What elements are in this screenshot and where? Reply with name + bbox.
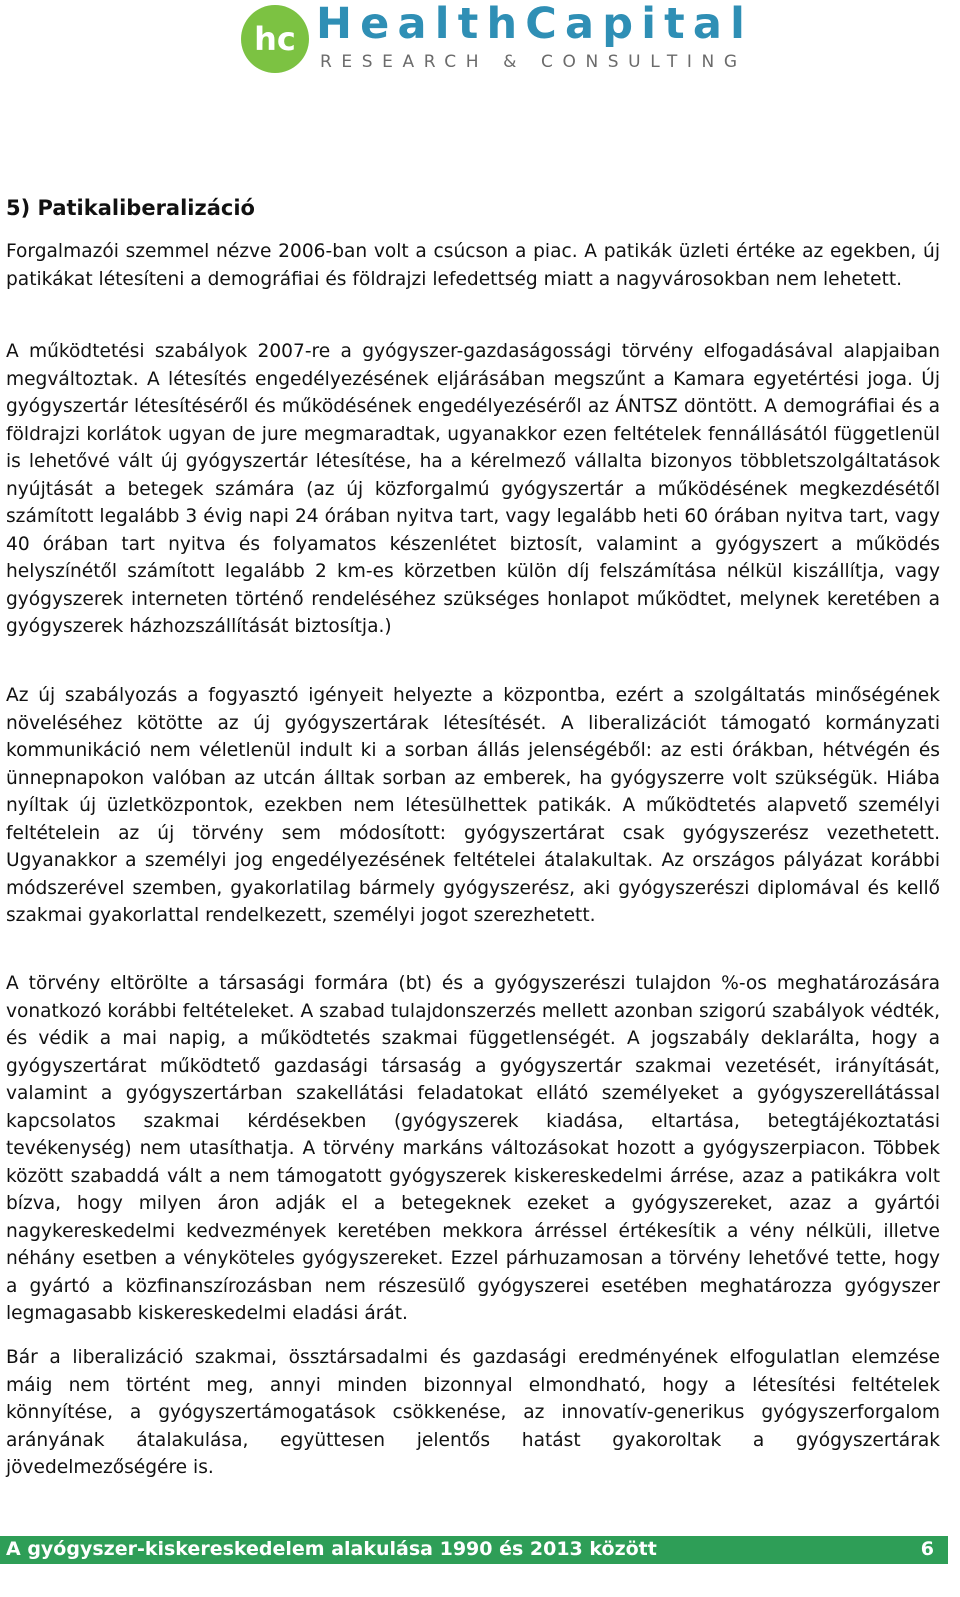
paragraph-5: Bár a liberalizáció szakmai, össztársadalmi és gazdasági eredményének elfogulatlan elemzése máig nem történt meg, annyi minden bizonnyal elmondható, hogy a létesítési feltételek könnyítése, a gyógyszertámogatások csökkenése, az innovatív-generikus gyógyszerforgalom arányának átalakulása, együttesen jelentős hatást gyakoroltak a gyógyszertárak jövedelmezőségére is. bbox=[6, 1347, 940, 1478]
paragraph-1: Forgalmazói szemmel nézve 2006-ban volt a csúcson a piac. A patikák üzleti értéke az egekben, új patikákat létesíteni a demográfiai és földrajzi lefedettség miatt a nagyvárosokban nem lehetett. bbox=[6, 241, 940, 290]
logo-mark-text: hc bbox=[254, 20, 296, 58]
paragraph-2: A működtetési szabályok 2007-re a gyógyszer-gazdaságossági törvény elfogadásával alapjaiban megváltoztak. A létesítés engedélyezésének eljárásában megszűnt a Kamara egyetértési joga. Új gyógyszertár létesítéséről és működésének engedélyezéséről az ÁNTSZ döntött. A demográfiai és a földrajzi korlátok ugyan de jure megmaradtak, ugyanakkor ezen feltételek fennállásától függetlenül is lehetővé vált új gyógyszertár létesítése, ha a kérelmező vállalta bizonyos többletszolgáltatások nyújtását a betegek számára (az új közforgalmú gyógyszertár a működésének megkezdésétől számított legalább 3 évig napi 24 órában nyitva tart, vagy legalább heti 60 órában nyitva tart, vagy 40 órában tart nyitva és folyamatos készenlétet biztosít, valamint a gyógyszert a működés helyszínétől számított legalább 2 km-es körzetben külön díj felszámítása nélkül kiszállítja, vagy gyógyszerek interneten történő rendeléséhez szükséges honlapot működtet, melynek keretében a gyógyszerek házhozszállítását biztosítja.) bbox=[6, 341, 940, 637]
footer-document-title: A gyógyszer-kiskereskedelem alakulása 1990 és 2013 között bbox=[6, 1538, 657, 1560]
footer-page-number: 6 bbox=[920, 1538, 934, 1560]
page-header bbox=[0, 0, 960, 80]
page-footer bbox=[0, 1536, 948, 1564]
paragraph-3: Az új szabályozás a fogyasztó igényeit helyezte a központba, ezért a szolgáltatás minőségének növeléséhez kötötte az új gyógyszertárak létesítését. A liberalizációt támogató kormányzati kommunikáció nem véletlenül indult ki a sorban állás jelenségéből: az esti órákban, hétvégén és ünnepnapokon valóban az utcán álltak sorban az emberek, ha gyógyszerre volt szükségük. Hiába nyíltak új üzletközpontok, ezekben nem létesülhettek patikák. A működtetés alapvető személyi feltételein az új törvény sem módosított: gyógyszertárat csak gyógyszerész vezethetett. Ugyanakkor a személyi jog engedélyezésének feltételei átalakultak. Az országos pályázat korábbi módszerével szemben, gyakorlatilag bármely gyógyszerész, aki gyógyszerészi diplomával és kellő szakmai gyakorlattal rendelkezett, személyi jogot szerezhetett. bbox=[6, 685, 940, 926]
brand-tagline: RESEARCH & CONSULTING bbox=[320, 52, 747, 72]
healthcapital-logo-icon bbox=[240, 4, 310, 74]
paragraph-4: A törvény eltörölte a társasági formára (bt) és a gyógyszerészi tulajdon %-os meghatározására vonatkozó korábbi feltételeket. A szabad tulajdonszerzés mellett azonban szigorú szabályok védték, és védik a mai napig, a működtetés szakmai függetlenségét. A jogszabály deklarálta, hogy a gyógyszertárat működtető gazdasági társaság a gyógyszertár szakmai vezetését, irányítását, valamint a gyógyszertárban szakellátási feladatokat ellátó személyeket a gyógyszerellátással kapcsolatos szakmai kérdésekben (gyógyszerek kiadása, eltartása, betegtájékoztatási tevékenység) nem utasíthatja. A törvény markáns változásokat hozott a gyógyszerpiacon. Többek között szabaddá vált a nem támogatott gyógyszerek kiskereskedelmi árrése, azaz a patikákra volt bízva, hogy milyen áron adják el a betegeknek ezeket a gyógyszereket, azaz a gyártói nagykereskedelmi kedvezmények keretében mekkora árréssel értékesítik a vény nélküli, illetve néhány esetben a vényköteles gyógyszereket. Ezzel párhuzamosan a törvény lehetővé tette, hogy a gyártó a közfinanszírozásban nem részesülő gyógyszerei esetében meghatározza gyógyszer legmagasabb kiskereskedelmi eladási árát. bbox=[6, 973, 940, 1324]
brand-name: HealthCapital bbox=[316, 0, 754, 49]
section-heading: 5) Patikaliberalizáció bbox=[6, 196, 255, 220]
